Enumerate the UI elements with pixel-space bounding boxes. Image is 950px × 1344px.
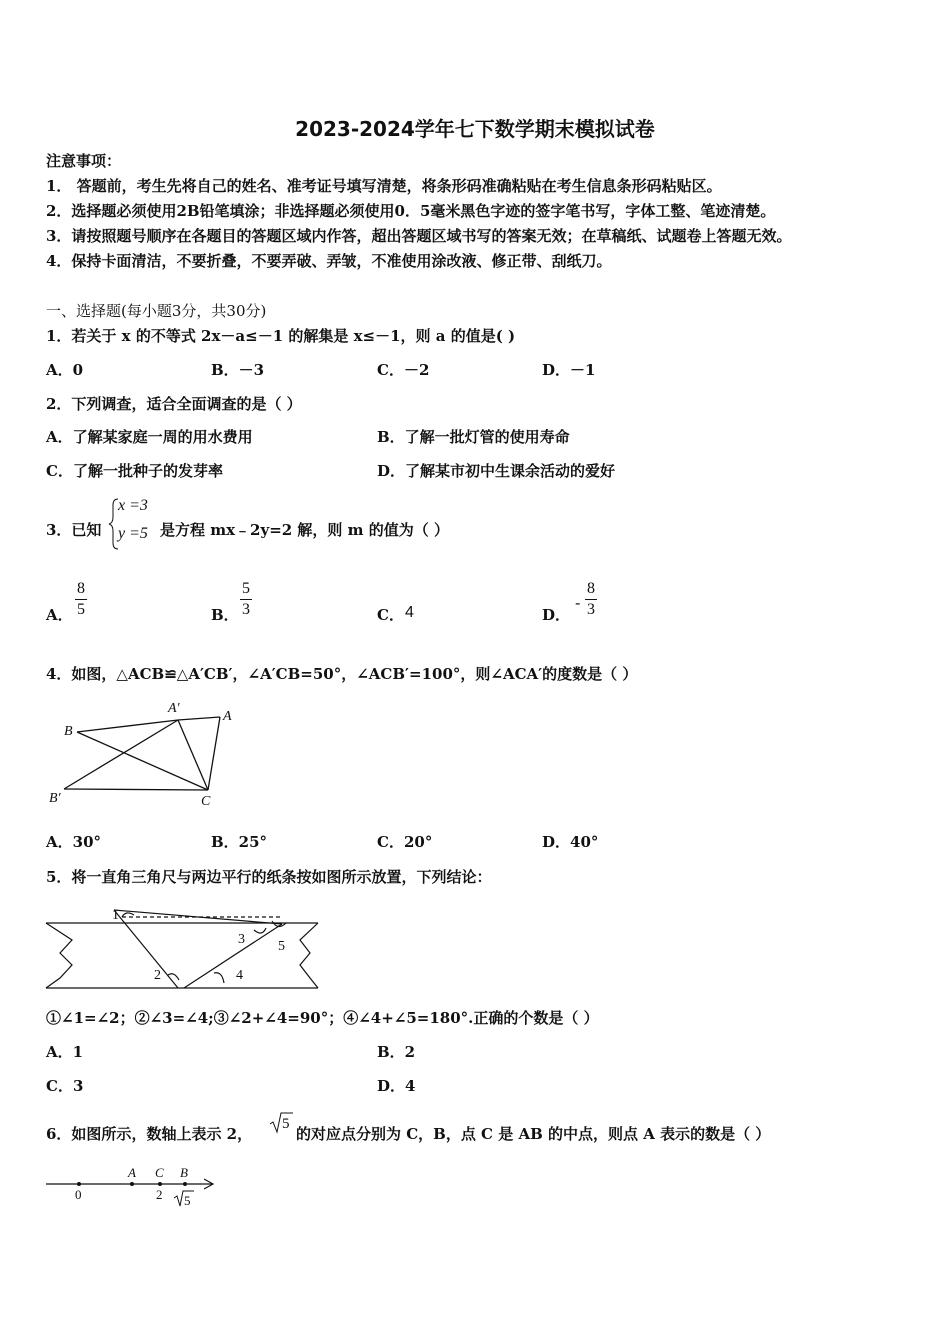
angle-5-label: 5: [278, 939, 285, 954]
question-3-label-c: C．: [377, 606, 404, 624]
question-2-option-c: C．了解一批种子的发芽率: [46, 462, 223, 480]
tick-sqrt5-label: 5: [184, 1193, 191, 1208]
fraction-b: $\frac{5}{3}$: [242, 580, 250, 618]
question-2-stem: 2．下列调查，适合全面调查的是（ ）: [46, 395, 302, 413]
question-3-label-b: B．: [211, 606, 239, 624]
equation-y: y =5: [118, 525, 148, 542]
question-6-stem-b: 的对应点分别为 C，B，点 C 是 AB 的中点，则点 A 表示的数是（ ）: [296, 1125, 771, 1143]
question-4-option-c: C．20°: [377, 833, 433, 851]
tick-two-label: 2: [156, 1187, 163, 1202]
question-1-option-a: A．0: [46, 361, 84, 379]
note-item: 4．保持卡面清洁，不要折叠，不要弄破、弄皱，不准使用涂改液、修正带、刮纸刀。: [46, 252, 612, 270]
question-5-stem: 5．将一直角三角尺与两边平行的纸条按如图所示放置，下列结论：: [46, 868, 492, 886]
triangle-figure: [44, 695, 244, 810]
point-b-label: B: [64, 724, 73, 739]
page-title: 2023-2024学年七下数学期末模拟试卷: [295, 117, 655, 141]
ruler-strip-figure: [44, 895, 324, 995]
question-3-label-d: D．: [542, 606, 571, 624]
point-c-label: C: [201, 794, 211, 809]
point-a-label: A: [128, 1165, 136, 1180]
equation-x: x =3: [118, 497, 148, 514]
question-6-stem-a: 6．如图所示，数轴上表示 2，: [46, 1125, 253, 1143]
question-4-option-a: A．30°: [46, 833, 102, 851]
angle-1-label: 1: [112, 908, 119, 923]
question-5-option-c: C．3: [46, 1077, 84, 1095]
sqrt-symbol: [268, 1110, 294, 1136]
question-5-conclusions: ①∠1=∠2；②∠3=∠4;③∠2+∠4=90°；④∠4+∠5=180°.正确的个数是（ ）: [46, 1009, 599, 1027]
question-4-option-d: D．40°: [542, 833, 599, 851]
question-1-option-d: D．－1: [542, 361, 596, 379]
question-5-option-a: A．1: [46, 1043, 84, 1061]
sqrt-radicand: 5: [282, 1116, 290, 1132]
number-line-figure: [44, 1160, 224, 1212]
note-item: 3．请按照题号顺序在各题目的答题区域内作答，超出答题区域书写的答案无效；在草稿纸、试题卷上答题无效。: [46, 227, 792, 245]
question-1-option-b: B．－3: [211, 361, 265, 379]
question-3-prefix: 3．已知: [46, 521, 102, 539]
tick-zero-label: 0: [75, 1187, 82, 1202]
point-a-prime-label: A′: [168, 701, 180, 716]
point-b-prime-label: B′: [49, 791, 61, 806]
question-2-option-d: D．了解某市初中生课余活动的爱好: [377, 462, 616, 480]
question-5-option-d: D．4: [377, 1077, 416, 1095]
notes-heading: 注意事项：: [46, 152, 122, 170]
point-b-label: B: [180, 1165, 188, 1180]
question-4-option-b: B．25°: [211, 833, 268, 851]
point-a-label: A: [223, 709, 232, 724]
question-1-stem: 1．若关于 x 的不等式 2x－a≤－1 的解集是 x≤－1，则 a 的值是( ): [46, 327, 516, 345]
fraction-a: $\frac{8}{5}$: [77, 580, 85, 618]
angle-3-label: 3: [238, 932, 245, 947]
question-1-option-c: C．－2: [377, 361, 430, 379]
angle-2-label: 2: [154, 968, 161, 983]
point-c-label: C: [155, 1165, 164, 1180]
fraction-d: $\frac{8}{3}$: [587, 580, 595, 618]
note-item: 1． 答题前，考生先将自己的姓名、准考证号填写清楚，将条形码准确粘贴在考生信息条形码粘贴区。: [46, 177, 722, 195]
note-item: 2．选择题必须使用2B铅笔填涂；非选择题必须使用0．5毫米黑色字迹的签字笔书写，字体工整、笔迹清楚。: [46, 202, 776, 220]
section-heading: 一、选择题(每小题3分，共30分): [46, 302, 267, 320]
question-2-option-b: B．了解一批灯管的使用寿命: [377, 428, 570, 446]
question-2-option-a: A．了解某家庭一周的用水费用: [46, 428, 253, 446]
option-c-value: 4: [405, 604, 414, 621]
angle-4-label: 4: [236, 968, 243, 983]
question-3-label-a: A．: [46, 606, 73, 624]
question-4-stem: 4．如图，△ACB≌△A′CB′，∠A′CB=50°，∠ACB′=100°，则∠ACA′的度数是（ ）: [46, 665, 638, 683]
question-5-option-b: B．2: [377, 1043, 416, 1061]
question-3-stem: 是方程 mx﹣2y=2 解，则 m 的值为（ ）: [160, 521, 449, 539]
minus-sign: -: [575, 593, 581, 612]
